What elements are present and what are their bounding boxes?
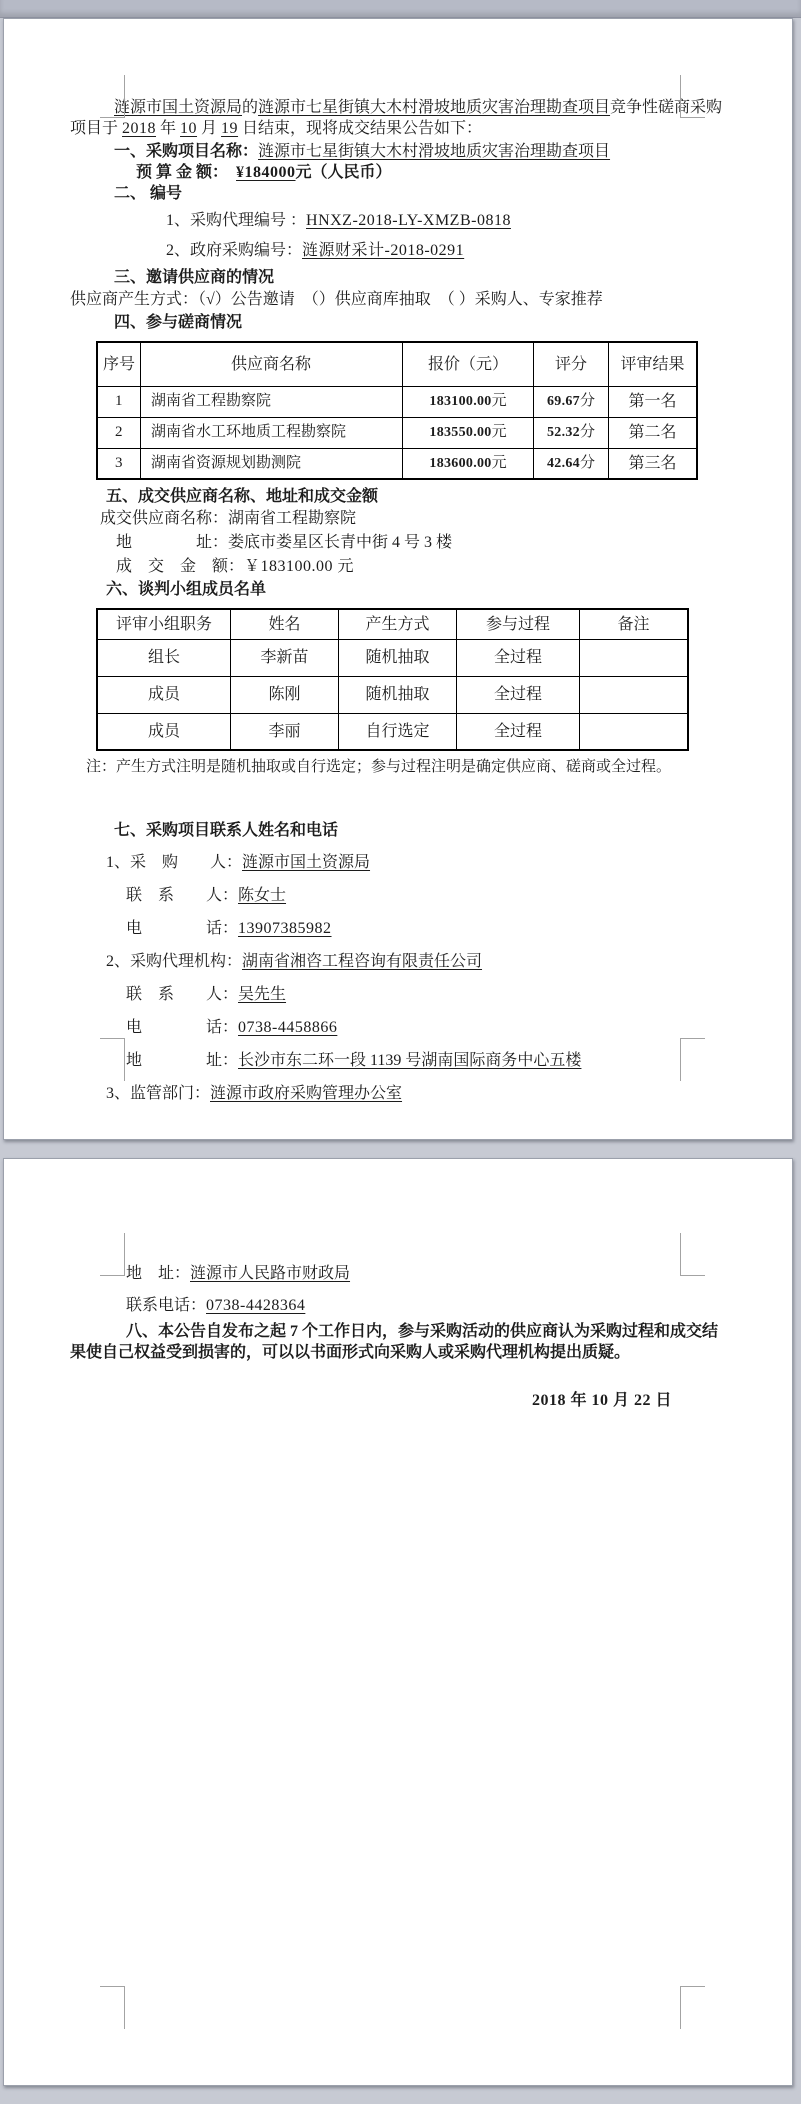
purchaser-phone: 13907385982 — [238, 920, 332, 937]
section-1-project-name — [70, 141, 728, 162]
regulator-address-line: 地 址：涟源市人民路市财政局 — [126, 1265, 351, 1282]
cell-no: 3 — [97, 448, 141, 479]
cell-method: 随机抽取 — [339, 639, 457, 676]
crop-mark-top-right — [680, 75, 705, 118]
section-1-label: 一、采购项目名称： — [114, 143, 259, 160]
gov-code-line — [70, 237, 728, 264]
section-4-heading: 四、参与磋商情况 — [114, 314, 243, 331]
col-header-person: 姓名 — [231, 609, 339, 639]
cell-name: 湖南省工程勘察院 — [141, 386, 403, 417]
agency-phone: 0738-4458866 — [238, 1019, 338, 1036]
cell-no: 2 — [97, 417, 141, 448]
announcement-date: 2018 年 10 月 22 日 — [531, 1392, 672, 1409]
table-row — [97, 417, 697, 448]
close-month: 10 — [180, 120, 198, 137]
cell-method: 自行选定 — [339, 713, 457, 750]
document-page-2 — [3, 1158, 793, 2086]
agency-value: 湖南省湘咨工程咨询有限责任公司 — [242, 953, 483, 970]
close-day: 19 — [221, 120, 239, 137]
cell-name: 湖南省资源规划勘测院 — [141, 448, 403, 479]
cell-price: 183100.00元 — [403, 386, 534, 417]
document-page-1 — [3, 18, 793, 1140]
col-header-method: 产生方式 — [339, 609, 457, 639]
bidders-table — [96, 341, 698, 480]
cell-remark — [580, 676, 689, 713]
agency-code-value: HNXZ-2018-LY-XMZB-0818 — [306, 212, 511, 229]
agency-address: 长沙市东二环一段 1139 号湖南国际商务中心五楼 — [238, 1052, 582, 1069]
table-row — [97, 448, 697, 479]
purchaser-contact-line: 联 系 人：陈女士 — [126, 887, 287, 904]
cell-name: 湖南省水工环地质工程勘察院 — [141, 417, 403, 448]
agency-address-line: 地 址：长沙市东二环一段 1139 号湖南国际商务中心五楼 — [126, 1052, 582, 1069]
regulator-value: 涟源市政府采购管理办公室 — [210, 1085, 403, 1102]
section-5-heading: 五、成交供应商名称、地址和成交金额 — [106, 488, 379, 505]
purchaser-value: 涟源市国土资源局 — [242, 854, 371, 871]
close-year: 2018 — [122, 120, 157, 137]
section-6-heading: 六、谈判小组成员名单 — [106, 581, 267, 598]
crop-mark-top-left — [100, 1233, 125, 1276]
page-1-content — [4, 19, 792, 1105]
crop-mark-bottom-left — [100, 1038, 125, 1081]
cell-price: 183550.00元 — [403, 417, 534, 448]
objection-paragraph: 八、本公告自发布之起 7 个工作日内，参与采购活动的供应商认为采购过程和成交结果使自己权益受到损害的，可以以书面形式向采购人或采购代理机构提出质疑。 — [70, 1323, 719, 1361]
crop-mark-bottom-right — [680, 1986, 705, 2029]
table-row — [97, 676, 688, 713]
page-2-content — [4, 1159, 792, 1410]
regulator-phone-line: 联系电话：0738-4428364 — [126, 1297, 306, 1314]
cell-result: 第三名 — [609, 448, 698, 479]
winner-address-line: 地 址：娄底市娄星区长青中街 4 号 3 楼 — [116, 534, 453, 551]
supplier-source-line: 供应商产生方式：（√）公告邀请 （）供应商库抽取 （ ）采购人、专家推荐 — [70, 291, 603, 308]
section-3-heading: 三、邀请供应商的情况 — [114, 269, 275, 286]
section-2-heading: 二、 编号 — [114, 185, 183, 202]
agency-code-line — [70, 207, 728, 234]
col-header-score: 评分 — [534, 342, 609, 386]
deal-amount: ￥183100.00 元 — [244, 558, 355, 575]
gov-code-value: 涟源财采计-2018-0291 — [302, 242, 465, 259]
cell-process: 全过程 — [457, 676, 580, 713]
agency-contact: 吴先生 — [238, 986, 287, 1003]
cell-role: 组长 — [97, 639, 231, 676]
cell-score: 69.67分 — [534, 386, 609, 417]
winner-name-line: 成交供应商名称：湖南省工程勘察院 — [100, 510, 357, 527]
col-header-no: 序号 — [97, 342, 141, 386]
crop-mark-top-left — [100, 75, 125, 118]
agency-code-label: 1、采购代理编号 ： — [166, 212, 307, 229]
budget-amount: ¥184000 — [236, 164, 296, 181]
buyer-name: 涟源市国土资源局 — [114, 99, 243, 116]
col-header-price: 报价（元） — [403, 342, 534, 386]
col-header-process: 参与过程 — [457, 609, 580, 639]
crop-mark-bottom-right — [680, 1038, 705, 1081]
agency-contact-line: 联 系 人：吴先生 — [126, 986, 287, 1003]
col-header-role: 评审小组职务 — [97, 609, 231, 639]
cell-remark — [580, 713, 689, 750]
winner-address: 娄底市娄星区长青中街 4 号 3 楼 — [228, 534, 453, 551]
purchaser-line: 1、采 购 人：涟源市国土资源局 — [106, 854, 371, 871]
regulator-phone: 0738-4428364 — [206, 1297, 306, 1314]
section-7-heading: 七、采购项目联系人姓名和电话 — [114, 822, 339, 839]
page-gap — [0, 1140, 801, 1158]
purchaser-contact: 陈女士 — [238, 887, 287, 904]
table-footnote: 注：产生方式注明是随机抽取或自行选定；参与过程注明是确定供应商、磋商或全过程。 — [86, 759, 672, 775]
cell-process: 全过程 — [457, 639, 580, 676]
cell-method: 随机抽取 — [339, 676, 457, 713]
budget-suffix: 元（人民币） — [295, 164, 392, 181]
intro-paragraph: 涟源市国土资源局的涟源市七星街镇大木村滑坡地质灾害治理勘查项目竞争性磋商采购项目于 2018 年 10 月 19 日结束，现将成交结果公告如下： — [70, 99, 723, 137]
crop-mark-top-right — [680, 1233, 705, 1276]
regulator-address: 涟源市人民路市财政局 — [190, 1265, 351, 1282]
project-name: 涟源市七星街镇大木村滑坡地质灾害治理勘查项目 — [258, 99, 611, 116]
deal-amount-line: 成 交 金 额：￥183100.00 元 — [116, 558, 355, 575]
cell-price: 183600.00元 — [403, 448, 534, 479]
regulator-line: 3、监管部门：涟源市政府采购管理办公室 — [106, 1085, 403, 1102]
section-1-value: 涟源市七星街镇大木村滑坡地质灾害治理勘查项目 — [258, 143, 611, 160]
panel-table-header-row — [97, 609, 688, 639]
cell-person: 李新苗 — [231, 639, 339, 676]
purchaser-phone-line: 电 话：13907385982 — [126, 920, 332, 937]
table-row — [97, 713, 688, 750]
winner-name: 湖南省工程勘察院 — [228, 510, 357, 527]
gray-top-margin-strip — [0, 0, 801, 18]
cell-result: 第一名 — [609, 386, 698, 417]
cell-process: 全过程 — [457, 713, 580, 750]
agency-line: 2、采购代理机构：湖南省湘咨工程咨询有限责任公司 — [106, 953, 483, 970]
crop-mark-bottom-left — [100, 1986, 125, 2029]
col-header-remark: 备注 — [580, 609, 689, 639]
cell-no: 1 — [97, 386, 141, 417]
gov-code-label: 2、政府采购编号： — [166, 242, 303, 259]
bidders-table-header-row — [97, 342, 697, 386]
cell-person: 陈刚 — [231, 676, 339, 713]
cell-person: 李丽 — [231, 713, 339, 750]
cell-score: 52.32分 — [534, 417, 609, 448]
cell-remark — [580, 639, 689, 676]
cell-role: 成员 — [97, 676, 231, 713]
cell-result: 第二名 — [609, 417, 698, 448]
agency-phone-line: 电 话：0738-4458866 — [126, 1019, 338, 1036]
cell-role: 成员 — [97, 713, 231, 750]
panel-members-table — [96, 608, 689, 751]
cell-score: 42.64分 — [534, 448, 609, 479]
col-header-name: 供应商名称 — [141, 342, 403, 386]
table-row — [97, 639, 688, 676]
table-row — [97, 386, 697, 417]
budget-label: 预 算 金 额： — [136, 164, 221, 181]
budget-line — [70, 162, 728, 183]
col-header-result: 评审结果 — [609, 342, 698, 386]
